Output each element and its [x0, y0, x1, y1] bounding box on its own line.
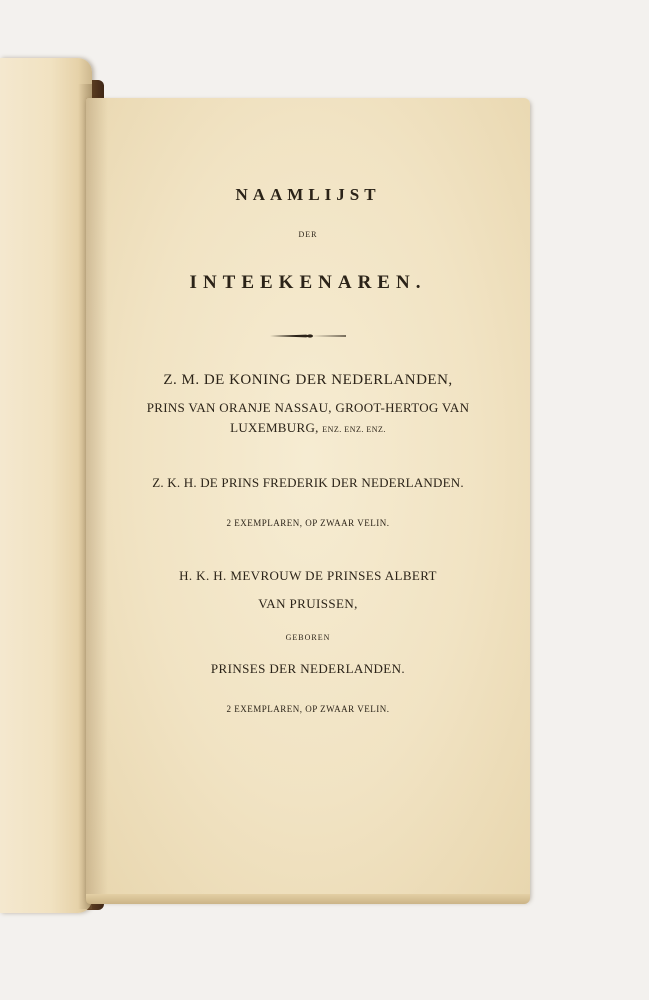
title-der: DER: [298, 230, 318, 239]
king-line-3-enz: ENZ. ENZ. ENZ.: [322, 425, 386, 434]
prince-frederik: Z. K. H. DE PRINS FREDERIK DER NEDERLANDEN.: [152, 475, 464, 490]
title-naamlijst: NAAMLIJST: [235, 185, 381, 204]
title-inteekenaren: INTEEKENAREN.: [189, 272, 427, 293]
page-edge: [86, 894, 530, 904]
princess-line-1: H. K. H. MEVROUW DE PRINSES ALBERT: [179, 568, 437, 583]
right-page: [86, 98, 530, 901]
princess-line-3: PRINSES DER NEDERLANDEN.: [210, 661, 406, 676]
king-line-2: PRINS VAN ORANJE NASSAU, GROOT-HERTOG VAN: [146, 400, 470, 415]
copies-note-2: 2 EXEMPLAREN, OP ZWAAR VELIN.: [226, 704, 390, 714]
princess-line-2: VAN PRUISSEN,: [258, 596, 358, 611]
ornament-rule: [268, 331, 348, 341]
king-line-3: [86, 420, 530, 436]
king-line-1: Z. M. DE KONING DER NEDERLANDEN,: [163, 372, 453, 388]
copies-note-1: 2 EXEMPLAREN, OP ZWAAR VELIN.: [226, 518, 390, 528]
king-line-3-main: LUXEMBURG,: [230, 420, 319, 435]
geboren-label: GEBOREN: [285, 633, 331, 642]
